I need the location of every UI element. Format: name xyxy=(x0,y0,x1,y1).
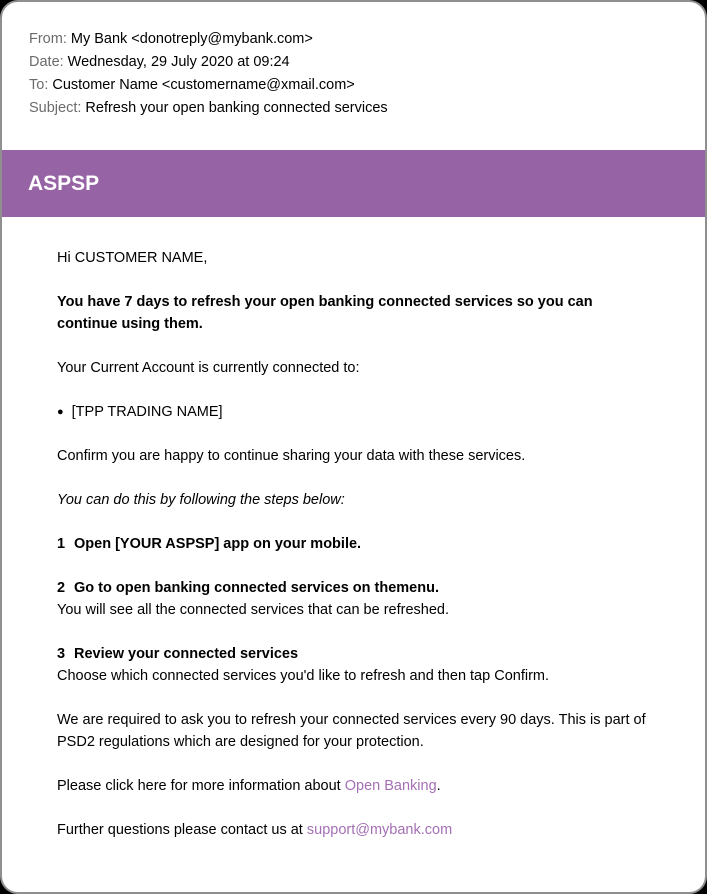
steps-intro: You can do this by following the steps below: xyxy=(57,492,345,508)
email-header xyxy=(2,2,705,120)
header-row-date xyxy=(29,51,678,74)
to-value: Customer Name <customername@xmail.com> xyxy=(52,77,355,93)
bullet-item-text: [TPP TRADING NAME] xyxy=(71,404,223,420)
step-3-number: 3 xyxy=(57,646,66,662)
header-row-to xyxy=(29,74,678,97)
date-label: Date: xyxy=(29,54,64,70)
brand-banner xyxy=(2,150,705,217)
connected-intro: Your Current Account is currently connected to: xyxy=(57,360,360,376)
step-1 xyxy=(57,533,650,555)
support-email-link[interactable]: support@mybank.com xyxy=(306,822,453,838)
to-label: To: xyxy=(29,77,49,93)
step-3 xyxy=(57,643,650,687)
subject-value: Refresh your open banking connected services xyxy=(85,100,388,116)
more-info-line xyxy=(57,775,650,797)
contact-line xyxy=(57,819,650,841)
step-1-number: 1 xyxy=(57,536,66,552)
open-banking-link[interactable]: Open Banking xyxy=(344,778,437,794)
contact-prefix: Further questions please contact us at xyxy=(57,822,307,838)
step-3-title: Review your connected services xyxy=(74,646,299,662)
step-2-number: 2 xyxy=(57,580,66,596)
bullet-icon: ● xyxy=(57,406,64,418)
email-body xyxy=(2,217,705,841)
step-2-title: Go to open banking connected services on themenu. xyxy=(74,580,439,596)
greeting: Hi CUSTOMER NAME, xyxy=(57,250,208,266)
step-2 xyxy=(57,577,650,621)
intro-paragraph: You have 7 days to refresh your open banking connected services so you can continue using them. xyxy=(57,294,593,332)
from-label: From: xyxy=(29,31,67,47)
header-row-from xyxy=(29,28,678,51)
regulation-text: We are required to ask you to refresh your connected services every 90 days. This is part of PSD2 regulations which are designed for your protection. xyxy=(57,712,646,750)
subject-label: Subject: xyxy=(29,100,82,116)
date-value: Wednesday, 29 July 2020 at 09:24 xyxy=(67,54,290,70)
step-2-description: You will see all the connected services that can be refreshed. xyxy=(57,602,450,618)
more-info-suffix: . xyxy=(436,778,441,794)
brand-title: ASPSP xyxy=(28,171,100,195)
confirm-text: Confirm you are happy to continue sharing your data with these services. xyxy=(57,448,526,464)
from-value: My Bank <donotreply@mybank.com> xyxy=(70,31,313,47)
header-row-subject xyxy=(29,97,678,120)
bullet-line xyxy=(57,401,650,423)
step-3-description: Choose which connected services you'd like to refresh and then tap Confirm. xyxy=(57,668,550,684)
step-1-title: Open [YOUR ASPSP] app on your mobile. xyxy=(74,536,362,552)
more-info-prefix: Please click here for more information about xyxy=(57,778,345,794)
